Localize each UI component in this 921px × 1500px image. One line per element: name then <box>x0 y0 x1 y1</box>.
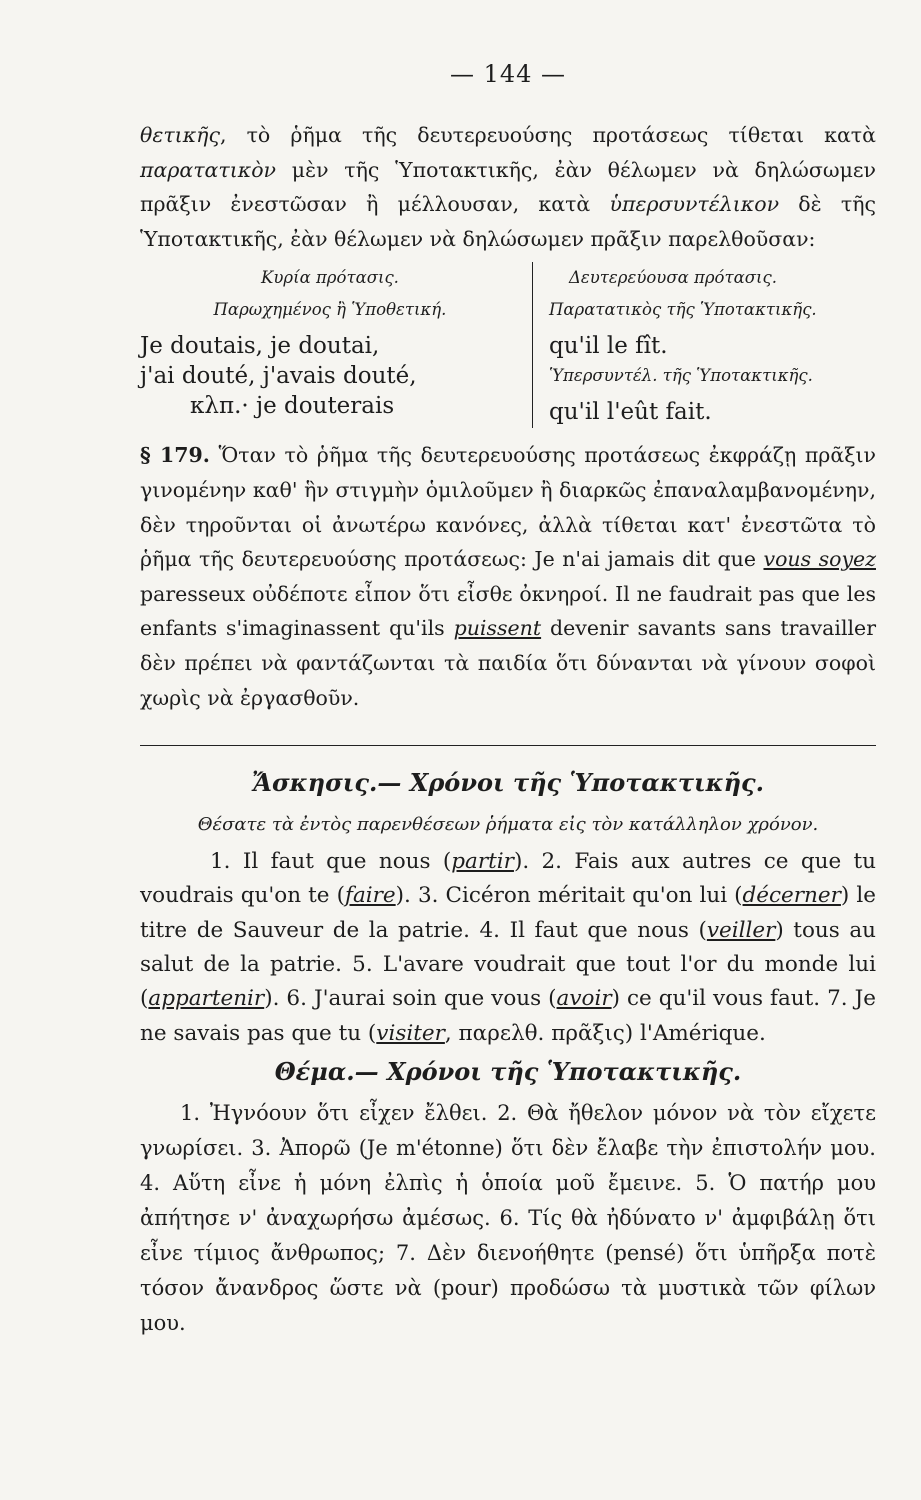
exercise-verb-6: avoir <box>556 986 612 1012</box>
intro-text-2: μὲν τῆς Ὑποτακτικῆς, ἐὰν θέλωμεν νὰ δηλώσωμεν πρᾶξιν ἐνεστῶσαν ἢ μέλλουσαν, κατὰ <box>140 157 876 217</box>
intro-term-3: ὑπερσυντέλικον <box>609 192 780 217</box>
section-text-2: paresseux οὐδέποτε εἶπον ὅτι εἶσθε ὀκνηροί. Il ne faudrait pas que les enfants s'imaginassent qu'ils <box>140 581 876 641</box>
exercise-verb-5: appartenir <box>148 986 265 1012</box>
section-text-1: Ὅταν τὸ ῥῆμα τῆς δευτερευούσης προτάσεως ἐκφράζῃ πρᾶξιν γινομένην καθ' ἣν στιγμὴν ὁμιλοῦμεν ἢ διαρκῶς ἐπαναλαμβανομένην, δὲν τηροῦνται οἱ ἀνωτέρω κανόνες, ἀλλὰ τίθεται κατ' ἐνεστῶτα τὸ ῥῆμα τῆς δευτερευούσης προτάσεως: Je n'ai jamais dit que <box>140 443 876 572</box>
exercise-seg-5: ) tous au salut de la patrie. 5. L'avare voudrait que tout l'or du monde lui ( <box>140 917 876 1012</box>
exercise-verb-4: veiller <box>706 917 776 943</box>
right-line-2: qu'il l'eût fait. <box>549 399 712 426</box>
left-header-tense: Παρωχημένος ἢ Ὑποθετική. <box>213 300 447 320</box>
intro-term-1: θετικῆς <box>140 123 220 147</box>
left-header-main: Κυρία πρότασις. <box>261 268 399 288</box>
book-page <box>140 60 876 1341</box>
intro-paragraph <box>140 118 876 256</box>
intro-term-2: παρατατικὸν <box>140 157 277 182</box>
theme-title: Θέμα.— Χρόνοι τῆς Ὑποτακτικῆς. <box>274 1056 742 1086</box>
section-divider <box>140 745 876 746</box>
section-example-2: puissent <box>453 616 542 641</box>
conjugation-right-column <box>533 262 876 428</box>
exercise-seg-7: ) ce qu'il vous faut. 7. Je ne savais pas que tu ( <box>140 986 876 1046</box>
section-number: § 179. <box>140 443 210 468</box>
right-header-main: Δευτερεύουσα πρότασις. <box>569 268 777 288</box>
exercise-title: Ἄσκησις.— Χρόνοι τῆς Ὑποτακτικῆς. <box>252 768 764 798</box>
conjugation-table <box>140 262 876 428</box>
right-header-tense-1: Παρατατικὸς τῆς Ὑποτακτικῆς. <box>549 300 817 320</box>
section-179-paragraph <box>140 438 876 715</box>
exercise-seg-4: ) le titre de Sauveur de la patrie. 4. Il faut que nous ( <box>140 883 876 943</box>
left-line-3: κλπ.· je douterais <box>190 393 395 420</box>
intro-text-1: , τὸ ῥῆμα τῆς δευτερευούσης προτάσεως τίθεται κατὰ <box>219 123 876 147</box>
left-line-1: Je doutais, je doutai, <box>140 333 380 360</box>
exercise-seg-3: ). 3. Cicéron méritait qu'on lui ( <box>395 883 743 909</box>
exercise-verb-1: partir <box>451 849 514 875</box>
page-number: — 144 — <box>449 60 567 88</box>
exercise-verb-2: faire <box>345 883 396 909</box>
intro-text-3: δὲ τῆς Ὑποτακτικῆς, ἐὰν θέλωμεν νὰ δηλώσωμεν πρᾶξιν παρελθοῦσαν: <box>140 192 876 251</box>
theme-text: 1. Ἠγνόουν ὅτι εἶχεν ἔλθει. 2. Θὰ ἤθελον μόνον νὰ τὸν εἴχετε γνωρίσει. 3. Ἀπορῶ (Je m'étonne) ὅτι δὲν ἔλαβε τὴν ἐπιστολήν μου. 4. Αὕτη εἶνε ἡ μόνη ἐλπὶς ἡ ὁποία μοῦ ἔμεινε. 5. Ὁ πατήρ μου ἀπήτησε ν' ἀναχωρήσω ἀμέσως. 6. Τίς θὰ ἠδύνατο ν' ἀμφιβάλῃ ὅτι εἶνε τίμιος ἄνθρωπος; 7. Δὲν διενοήθητε (pensé) ὅτι ὑπῆρξα ποτὲ τόσον ἄνανδρος ὥστε νὰ (pour) προδώσω τὰ μυστικὰ τῶν φίλων μου. <box>140 1100 876 1335</box>
section-text-3: devenir savants sans travailler δὲν πρέπει νὰ φαντάζωνται τὰ παιδία ὅτι δύνανται νὰ γίνουν σοφοὶ χωρὶς νὰ ἐργασθοῦν. <box>140 616 876 710</box>
right-line-1: qu'il le fît. <box>549 333 668 360</box>
exercise-seg-8: , παρελθ. πρᾶξις) l'Amérique. <box>444 1020 766 1046</box>
exercise-seg-1: 1. Il faut que nous ( <box>210 849 452 875</box>
section-example-1: vous soyez <box>763 547 876 572</box>
right-header-tense-2: Ὑπερσυντέλ. τῆς Ὑποτακτικῆς. <box>549 366 813 386</box>
exercise-instruction: Θέσατε τὰ ἐντὸς παρενθέσεων ῥήματα εἰς τὸν κατάλληλον χρόνον. <box>197 814 819 836</box>
left-line-2: j'ai douté, j'avais douté, <box>140 363 417 390</box>
conjugation-left-column <box>140 262 533 428</box>
exercise-verb-7: visiter <box>376 1020 445 1046</box>
exercise-seg-2: ). 2. Fais aux autres ce que tu voudrais qu'on te ( <box>140 849 876 909</box>
exercise-seg-6: ). 6. J'aurai soin que vous ( <box>264 986 557 1012</box>
exercise-verb-3: décerner <box>742 883 841 909</box>
exercise-text <box>140 845 876 1051</box>
